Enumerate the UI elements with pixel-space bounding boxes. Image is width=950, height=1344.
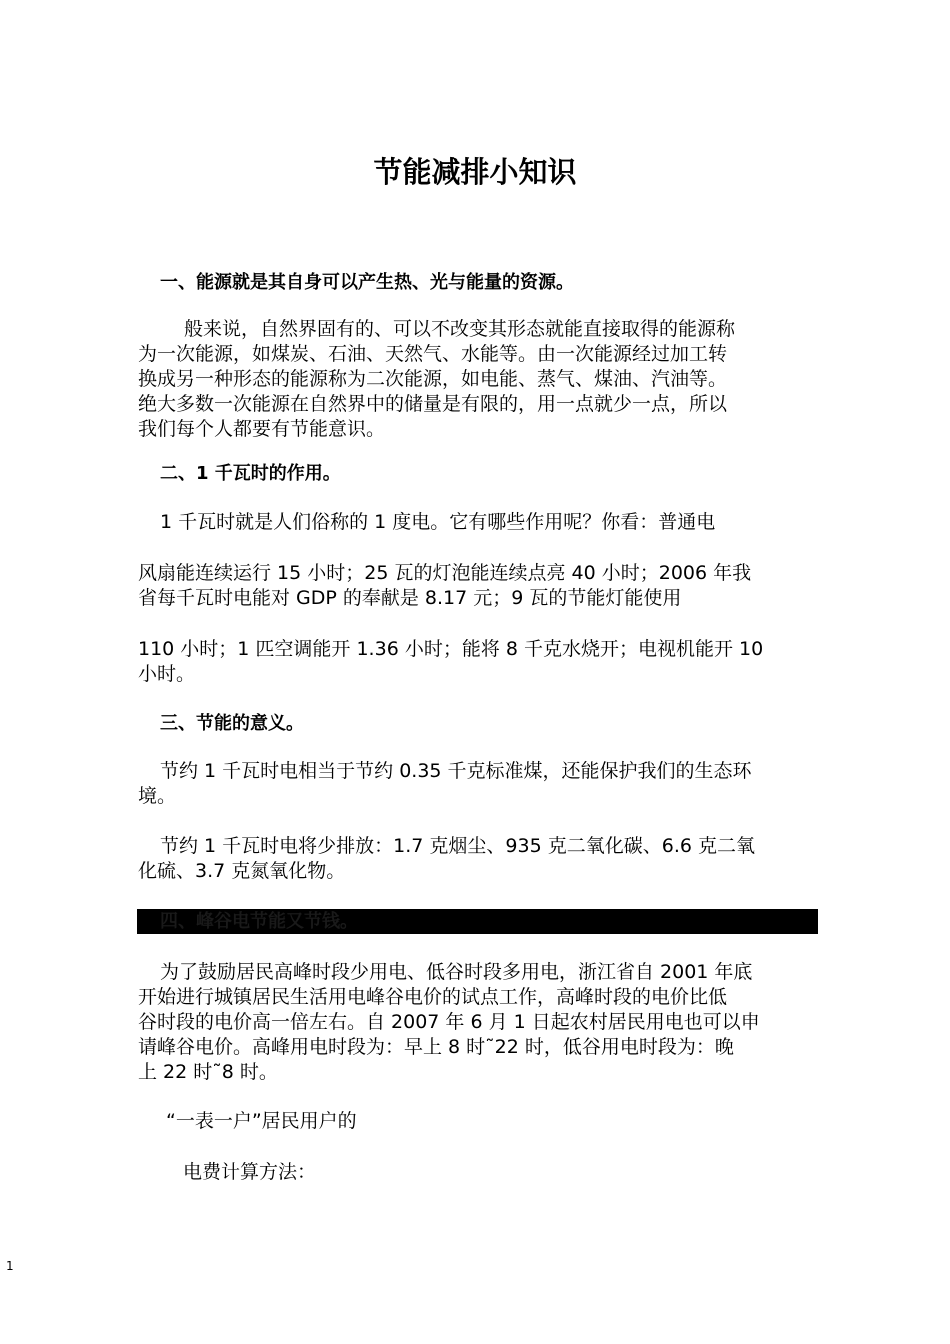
section-1-paragraph xyxy=(138,317,828,442)
section-4-paragraph xyxy=(138,960,828,1085)
paragraph-line: 上 22 时˜8 时。 xyxy=(138,1061,278,1083)
paragraph-line: 节约 1 千瓦时电相当于节约 0.35 千克标准煤，还能保护我们的生态环 xyxy=(160,760,752,782)
method-line: 电费计算方法： xyxy=(183,1161,317,1183)
section-3-heading: 三、节能的意义。 xyxy=(160,713,304,734)
paragraph-line: 为一次能源，如煤炭、石油、天然气、水能等。由一次能源经过加工转 xyxy=(138,343,728,365)
paragraph-line: 风扇能连续运行 15 小时；25 瓦的灯泡能连续点亮 40 小时；2006 年我 xyxy=(138,562,752,584)
quote-line: “一表一户”居民用户的 xyxy=(166,1110,357,1132)
document-title: 节能减排小知识 xyxy=(373,155,577,189)
paragraph-line: 化硫、3.7 克氮氧化物。 xyxy=(138,860,346,882)
paragraph-line: 般来说，自然界固有的、可以不改变其形态就能直接取得的能源称 xyxy=(184,318,736,340)
paragraph-line: 谷时段的电价高一倍左右。自 2007 年 6 月 1 日起农村居民用电也可以申 xyxy=(138,1011,760,1033)
paragraph-line: 省每千瓦时电能对 GDP 的奉献是 8.17 元；9 瓦的节能灯能使用 xyxy=(138,587,682,609)
paragraph-line: 境。 xyxy=(138,785,177,807)
section-4-heading: 四、峰谷电节能又节钱。 xyxy=(160,911,358,932)
paragraph-line: 为了鼓励居民高峰时段少用电、低谷时段多用电，浙江省自 2001 年底 xyxy=(160,961,753,983)
paragraph-line: 请峰谷电价。高峰用电时段为：早上 8 时˜22 时，低谷用电时段为：晚 xyxy=(138,1036,734,1058)
paragraph-line: 节约 1 千瓦时电将少排放：1.7 克烟尘、935 克二氧化碳、6.6 克二氧 xyxy=(160,835,755,857)
section-2-line-1: 1 千瓦时就是人们俗称的 1 度电。它有哪些作用呢？你看：普通电 xyxy=(160,511,716,533)
paragraph-line: 小时。 xyxy=(138,663,196,685)
paragraph-line: 开始进行城镇居民生活用电峰谷电价的试点工作，高峰时段的电价比低 xyxy=(138,986,728,1008)
paragraph-line: 换成另一种形态的能源称为二次能源，如电能、蒸气、煤油、汽油等。 xyxy=(138,368,728,390)
section-4-heading-bar xyxy=(137,909,818,934)
section-2-block-2 xyxy=(138,561,828,611)
page-number: 1 xyxy=(6,1259,14,1273)
section-1-heading: 一、能源就是其自身可以产生热、光与能量的资源。 xyxy=(160,272,574,293)
paragraph-line: 我们每个人都要有节能意识。 xyxy=(138,418,386,440)
section-2-heading: 二、1 千瓦时的作用。 xyxy=(160,463,341,484)
paragraph-line: 110 小时；1 匹空调能开 1.36 小时；能将 8 千克水烧开；电视机能开 10 xyxy=(138,638,764,660)
section-3-paragraph-2 xyxy=(138,834,828,884)
section-3-paragraph-1 xyxy=(138,759,828,809)
paragraph-line: 绝大多数一次能源在自然界中的储量是有限的，用一点就少一点，所以 xyxy=(138,393,728,415)
section-2-block-3 xyxy=(138,637,828,687)
